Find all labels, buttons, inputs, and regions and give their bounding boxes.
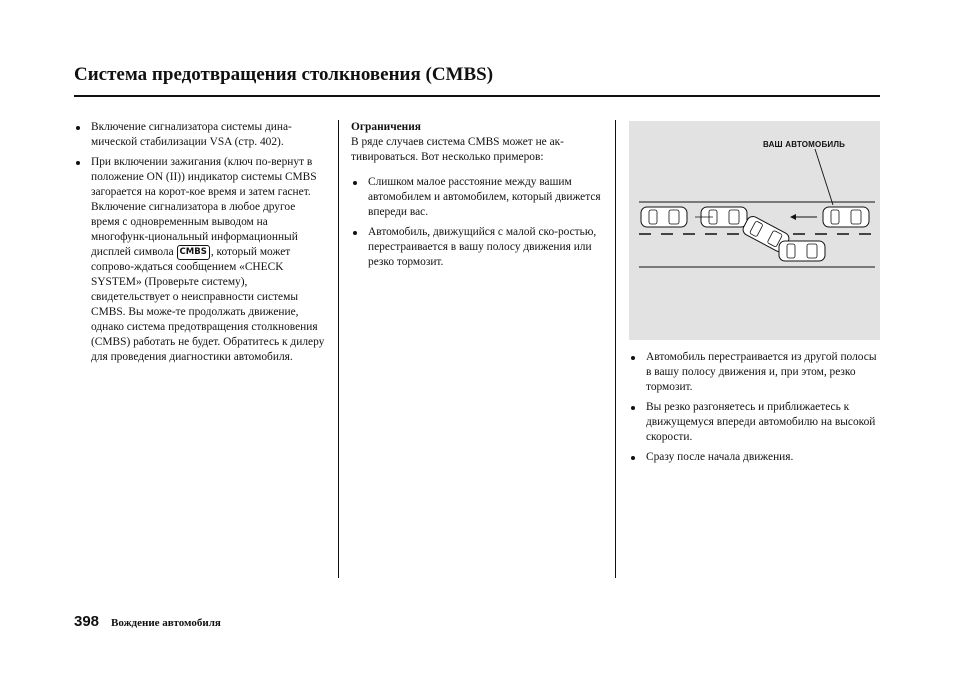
column-divider-right <box>615 120 616 578</box>
section-intro: В ряде случаев система CMBS может не ак-тивироваться. Вот несколько примеров: <box>351 136 564 163</box>
list-item <box>74 155 326 365</box>
cmbs-indicator-icon: CMBS <box>177 245 210 260</box>
own-car-label: ВАШ АВТОМОБИЛЬ <box>763 140 846 149</box>
list-item-text: При включении зажигания (ключ по-вернут в положение ON (II)) индикатор системы CMBS загорается на корот-кое время и затем гаснет. Включение сигнализатора в любое другое время с одновременным выводом на многофунк-циональный информационный дисплей символа <box>91 156 317 258</box>
list-item: Автомобиль перестраивается из другой полосы в вашу полосу движения и, при этом, резко тормозит. <box>629 350 881 395</box>
list-item-text-continued: , который может сопрово-ждаться сообщением «CHECK SYSTEM» (Проверьте систему), свидетельствует о неисправности системы CMBS. Вы може-те продолжать движение, однако система предотвращения столкновения (CMBS) работать не будет. Обратитесь к дилеру для проведения диагностики автомобиля. <box>91 246 325 363</box>
middle-column <box>351 120 603 275</box>
list-item-text: Включение сигнализатора системы дина-мической стабилизации VSA (стр. 402). <box>91 121 292 148</box>
limitations-list <box>351 175 603 270</box>
right-column <box>629 120 881 470</box>
column-divider-left <box>338 120 339 578</box>
list-item: Автомобиль, движущийся с малой ско-ростью, перестраивается в вашу полосу движения или резко тормозит. <box>351 225 603 270</box>
list-item: Сразу после начала движения. <box>629 450 881 465</box>
situations-list <box>629 350 881 465</box>
section-name: Вождение автомобиля <box>111 617 221 629</box>
left-column <box>74 120 326 370</box>
list-item: Слишком малое расстояние между вашим автомобилем и автомобилем, который движется впереди вас. <box>351 175 603 220</box>
list-item <box>74 120 326 150</box>
page-title: Система предотвращения столкновения (CMBS) <box>74 64 494 85</box>
title-rule <box>74 95 880 97</box>
section-heading: Ограничения <box>351 121 421 133</box>
left-bullet-list <box>74 120 326 365</box>
page-number: 398 <box>74 613 100 630</box>
list-item: Вы резко разгоняетесь и приближаетесь к движущемуся впереди автомобилю на высокой скорости. <box>629 400 881 445</box>
